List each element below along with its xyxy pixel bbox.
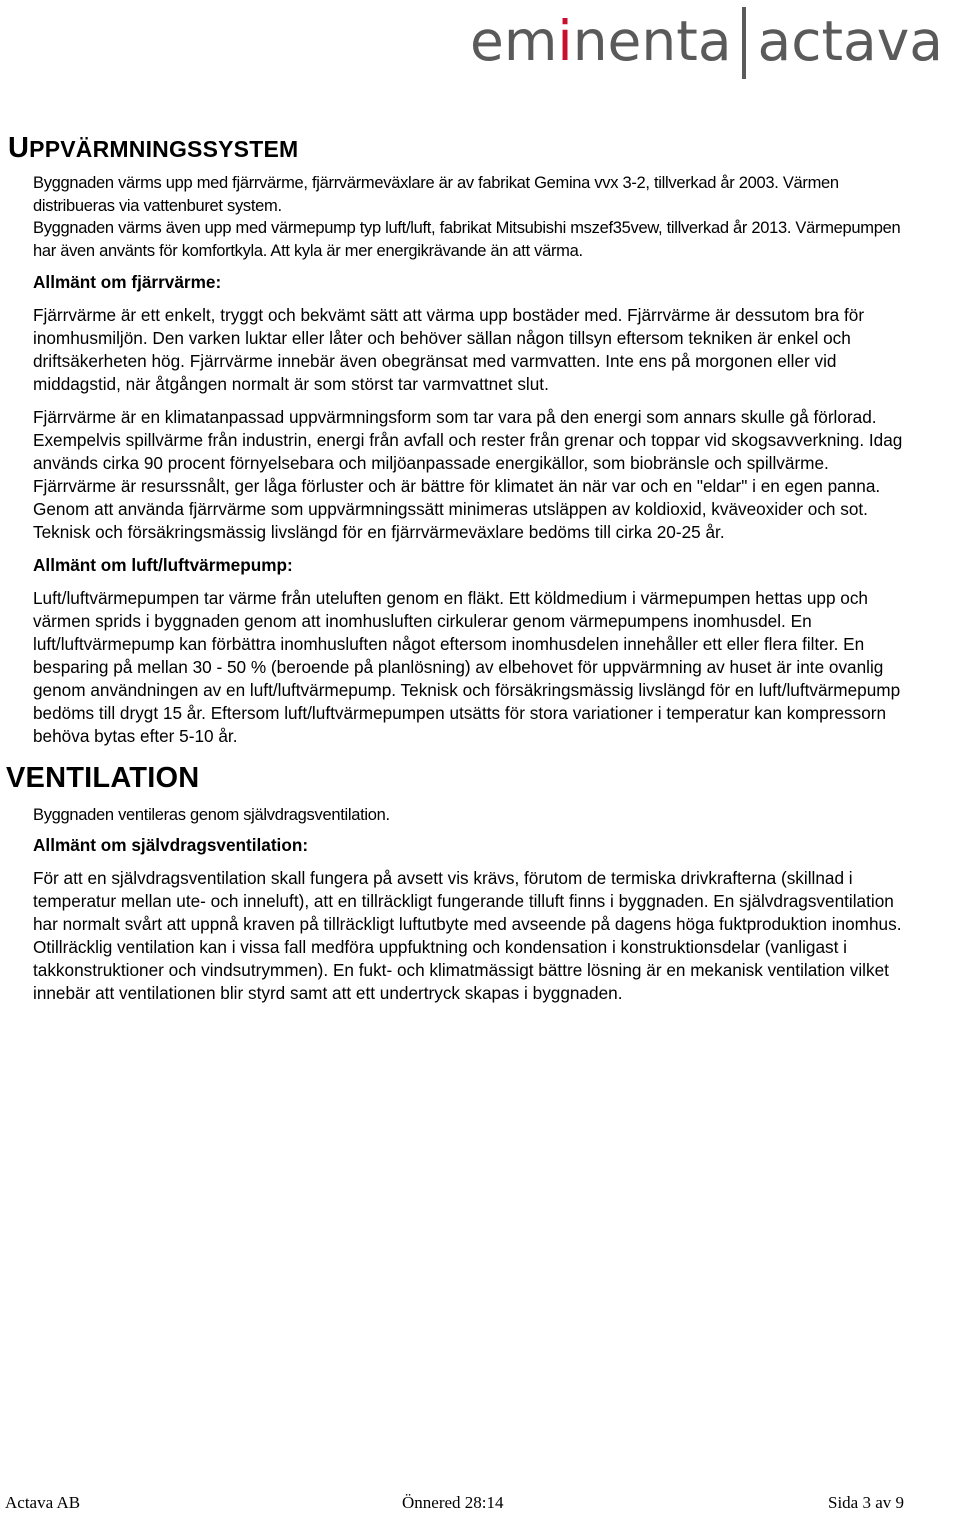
ventilation-section [33, 804, 908, 1005]
logo-divider [742, 7, 746, 79]
footer-property: Önnered 28:14 [402, 1493, 504, 1512]
paragraph-luftluft: Luft/luftvärmepumpen tar värme från uteluften genom en fläkt. Ett köldmedium i värmepumpen hettas upp och värmen sprids i byggnaden genom att inomhusluften cirkulerar genom värmepumpens inomhusdel. En luft/luftvärmepump kan förbättra inomhusluften något eftersom inomhusdelen innehåller ett eller flera filter. En besparing på mellan 30 - 50 % (beroende på planlösning) av elbehovet för uppvärmning av huset är inte ovanlig genom användningen av en luft/luftvärmepump. Teknisk och försäkringsmässig livslängd för en luft/luftvärmepump bedöms till drygt 15 år. Eftersom luft/luftvärmepumpen utsätts för stora variationer i temperatur kan kompressorn behöva bytas efter 5-10 år. [33, 588, 901, 746]
paragraph-fjarrvarme-2: Fjärrvärme är en klimatanpassad uppvärmningsform som tar vara på den energi som annars skulle gå förlorad. Exempelvis spillvärme från industrin, energi från avfall och rester från grenar och toppar vid skogsavverkning. Idag används cirka 90 procent förnyelsebara och miljöanpassade energikällor, som biobränsle och spillvärme. Fjärrvärme är resurssnålt, ger låga förluster och är bättre för klimatet än när var och en "eldar" i en egen panna. Genom att använda fjärrvärme som uppvärmningssätt minimeras utsläppen av koldioxid, kväveoxider och sot. Teknisk och försäkringsmässig livslängd för en fjärrvärmeväxlare bedöms till cirka 20-25 år. [33, 407, 903, 542]
logo-eminenta-accent-i: i [557, 9, 573, 73]
subheading-fjarrvarme: Allmänt om fjärrvärme: [33, 272, 222, 292]
intro-paragraph-fjarrvarme: Byggnaden värms upp med fjärrvärme, fjärrvärmeväxlare är av fabrikat Gemina vvx 3-2, tillverkad år 2003. Värmen distribueras via vattenburet system. [33, 174, 839, 215]
intro-paragraph-varmepump: Byggnaden värms även upp med värmepump typ luft/luft, fabrikat Mitsubishi mszef35vew, tillverkad år 2013. Värmepumpen har även använts för komfortkyla. Att kyla är mer energikrävande än att värma. [33, 219, 901, 260]
heading-rest: PPVÄRMNINGSSYSTEM [29, 136, 299, 162]
logo-eminenta-end: nenta [572, 9, 732, 73]
page-footer [0, 1493, 960, 1517]
paragraph-sjalvdrag: För att en självdragsventilation skall fungera på avsett vis krävs, förutom de termiska drivkrafterna (skillnad i temperatur mellan ute- och inneluft), att en tillräckligt fungerande tilluft finns i byggnaden. En självdragsventilation har normalt svårt att uppnå kraven på tillräckligt luftutbyte med avseende på dagens höga fuktproduktion inomhus. Otillräcklig ventilation kan i vissa fall medföra uppfuktning och kondensation i konstruktionsdelar (vanligast i takkonstruktioner och vindsutrymmen). En fukt- och klimatmässigt bättre lösning är en mekanisk ventilation vilket innebär att ventilationen blir styrd samt att ett undertryck skapas i byggnaden. [33, 867, 902, 1003]
uppvarmning-section [33, 172, 908, 748]
section-heading-uppvarmningssystem [8, 128, 908, 169]
heading-initial: U [8, 132, 30, 164]
logo-eminenta-start: em [470, 9, 558, 73]
footer-page-number: Sida 3 av 9 [828, 1493, 905, 1512]
eminenta-actava-logo [470, 8, 960, 78]
paragraph-fjarrvarme-1: Fjärrvärme är ett enkelt, tryggt och bekvämt sätt att värma upp bostäder med. Fjärrvärme är dessutom bra för inomhusmiljön. Den varken luktar eller låter och behöver sällan någon tillsyn eftersom tekniken är enkel och driftsäkerheten hög. Fjärrvärme innebär även obegränsat med varmvatten. Inte ens på morgonen eller vid middagstid, när åtgången normalt är som störst tar varmvattnet slut. [33, 305, 865, 394]
section-heading-ventilation: VENTILATION [6, 762, 200, 794]
subheading-sjalvdrag: Allmänt om självdragsventilation: [33, 834, 309, 855]
footer-company: Actava AB [5, 1493, 81, 1512]
intro-paragraph-ventilation: Byggnaden ventileras genom självdragsventilation. [33, 806, 390, 824]
document-body [8, 128, 908, 1005]
logo-actava: actava [757, 9, 943, 73]
subheading-luftluft: Allmänt om luft/luftvärmepump: [33, 555, 293, 575]
